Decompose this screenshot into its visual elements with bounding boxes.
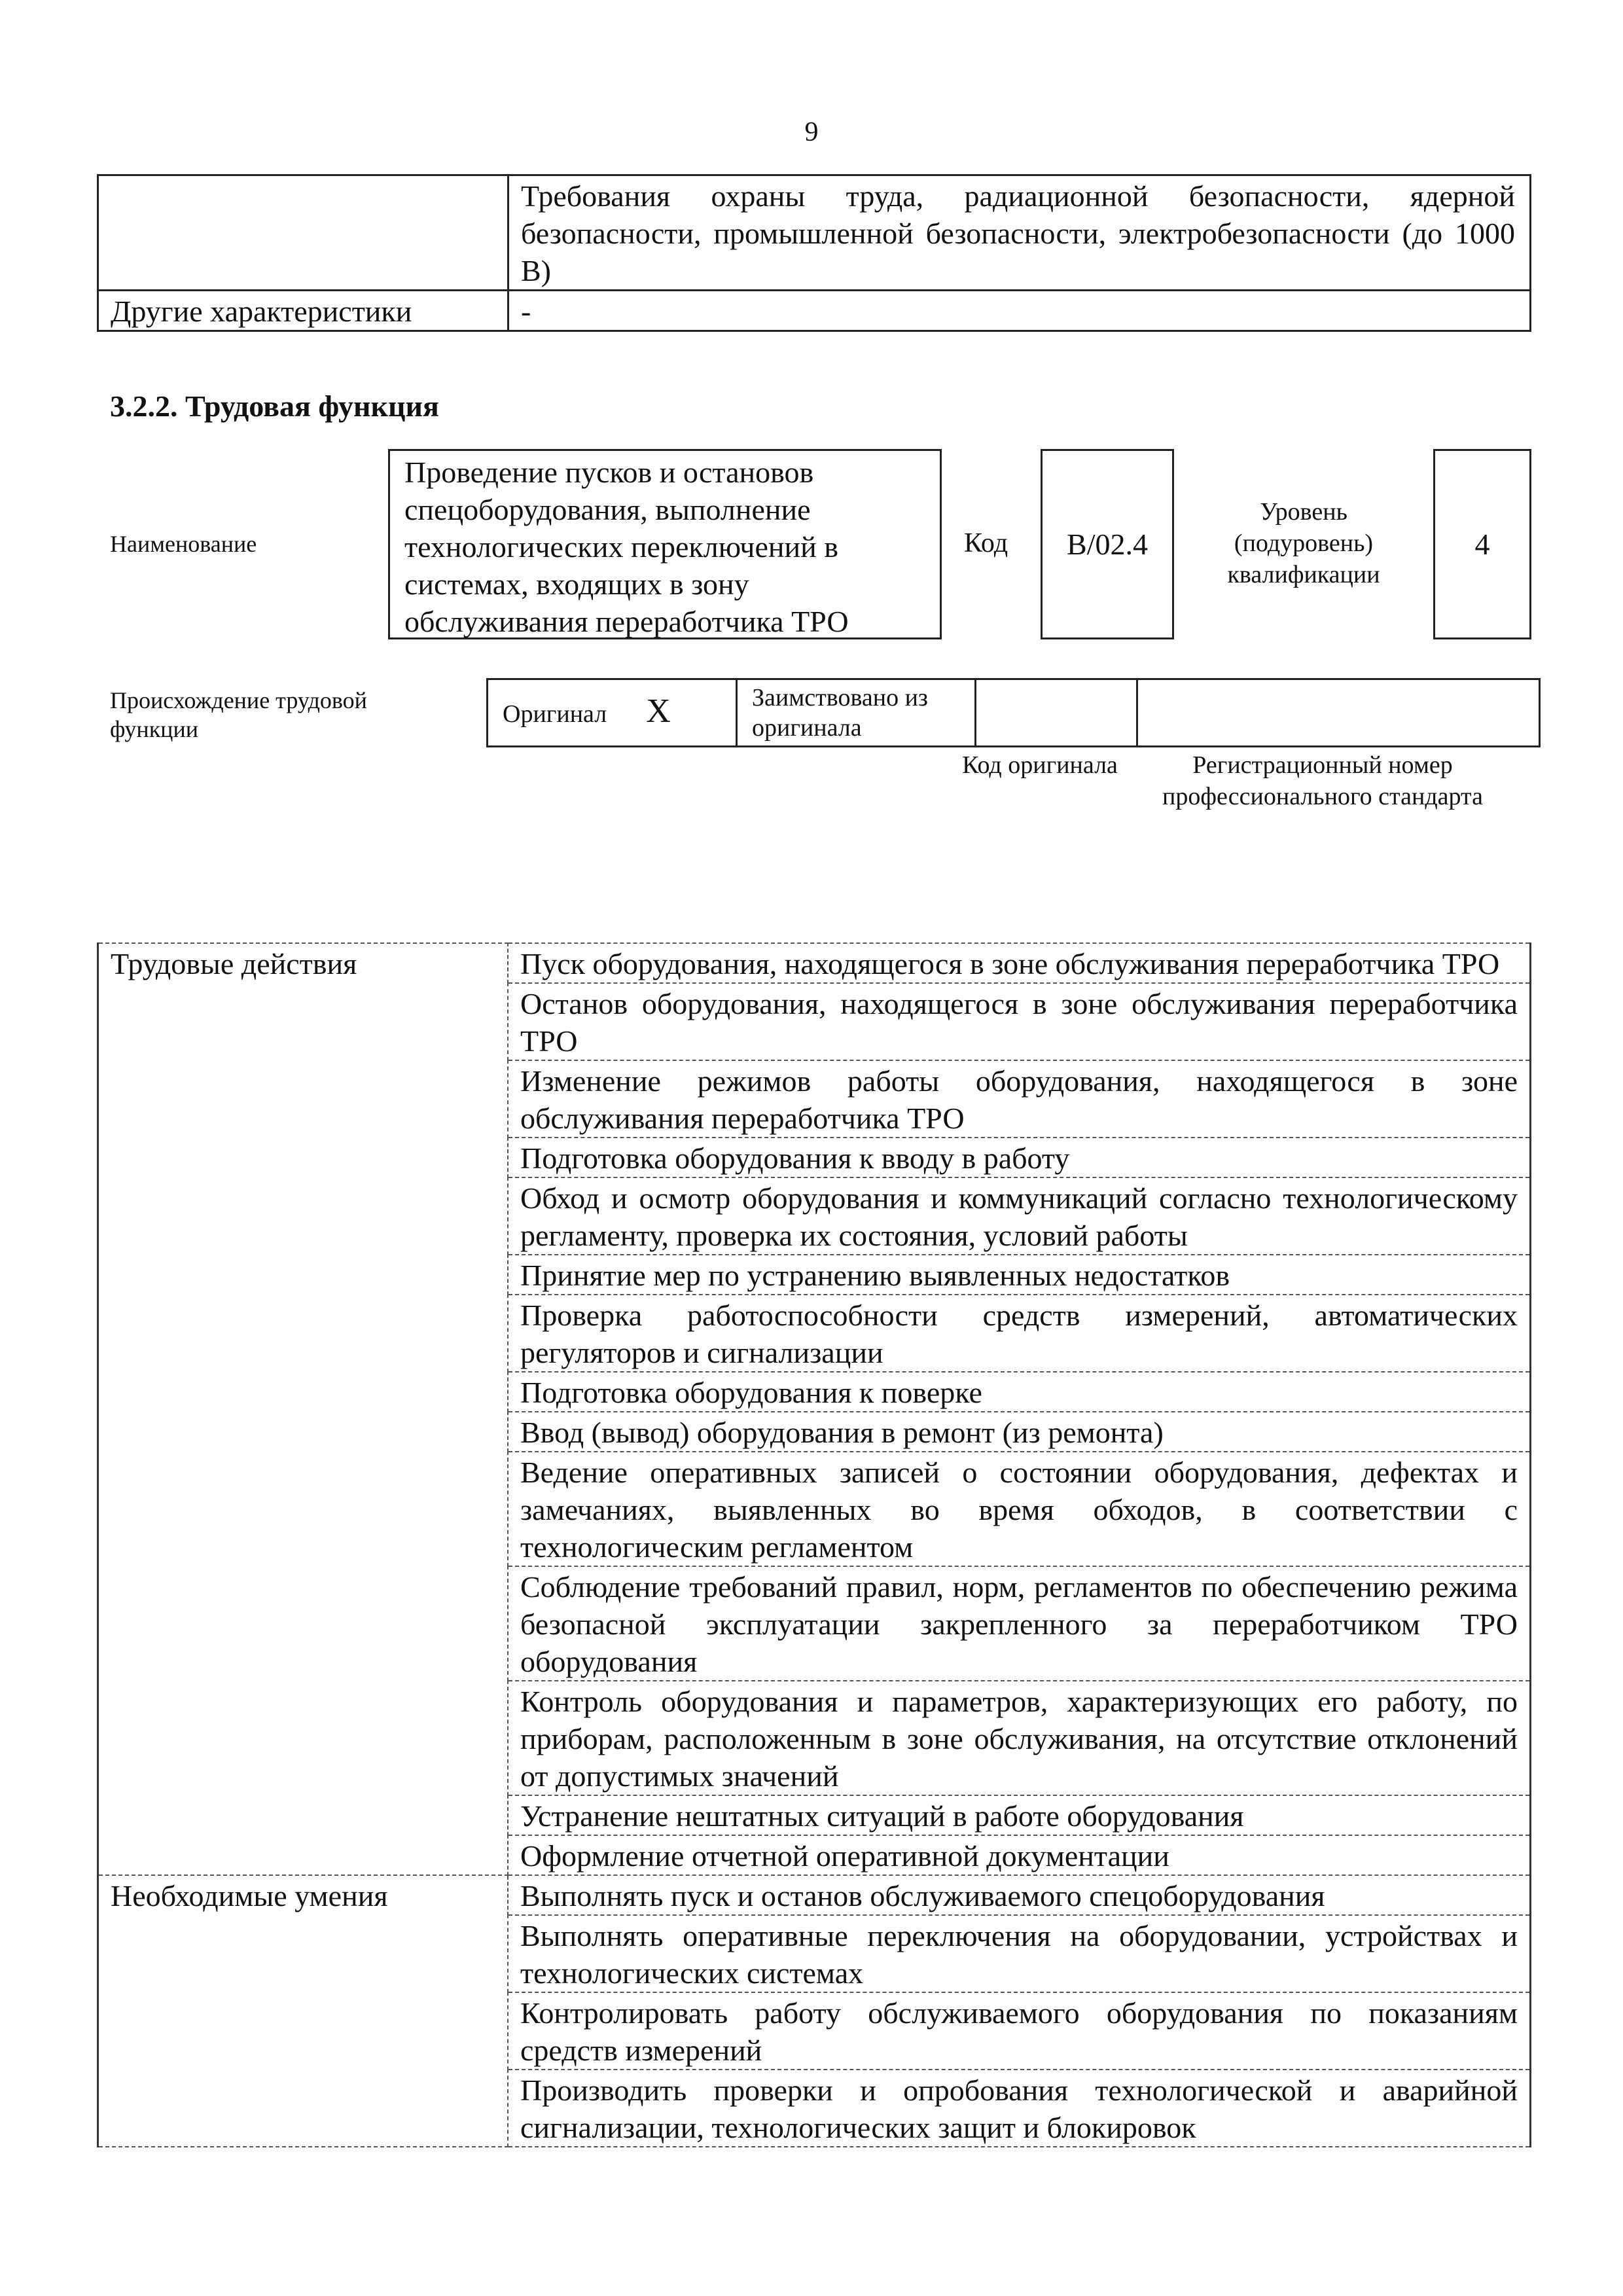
code-value: B/02.4 xyxy=(1067,528,1148,561)
table-row xyxy=(98,175,1531,291)
empty-cell xyxy=(98,175,508,291)
original-cell xyxy=(488,679,737,747)
original-code-cell xyxy=(976,679,1137,747)
qualification-level-label: Уровень (подуровень) квалификации xyxy=(1227,498,1380,588)
labor-action-item: Ведение оперативных записей о состоянии оборудования, дефектах и замечаниях, выявленных во время обходов, в соответствии с технологическим регламентом xyxy=(508,1452,1531,1566)
other-characteristics-value: - xyxy=(508,291,1531,331)
qualification-level-value: 4 xyxy=(1474,528,1490,561)
required-skill-item: Выполнять пуск и останов обслуживаемого спецоборудования xyxy=(508,1875,1531,1915)
registration-number-cell xyxy=(1137,679,1540,747)
origin-label: Происхождение трудовой функции xyxy=(110,687,367,742)
code-box xyxy=(1041,449,1174,639)
origin-table xyxy=(486,678,1541,747)
labor-action-item: Соблюдение требований правил, норм, регламентов по обеспечению режима безопасной эксплуатации закрепленного за переработчиком ТРО оборудования xyxy=(508,1566,1531,1681)
page-number: 9 xyxy=(804,117,819,147)
labor-action-item: Изменение режимов работы оборудования, находящегося в зоне обслуживания переработчика ТРО xyxy=(508,1060,1531,1138)
labor-action-label: Трудовые действия xyxy=(98,943,508,1875)
requirements-cell: Требования охраны труда, радиационной безопасности, ядерной безопасности, промышленной безопасности, электробезопасности (до 1000 В) xyxy=(508,175,1531,291)
labor-action-item: Пуск оборудования, находящегося в зоне обслуживания переработчика ТРО xyxy=(508,943,1531,983)
function-name-box: Проведение пусков и остановов спецоборудования, выполнение технологических переключений в системах, входящих в зону обслуживания переработчика ТРО xyxy=(388,449,942,639)
required-skill-item: Выполнять оперативные переключения на оборудовании, устройствах и технологических системах xyxy=(508,1915,1531,1992)
table-row xyxy=(98,943,1531,983)
labor-action-item: Проверка работоспособности средств измерений, автоматических регуляторов и сигнализации xyxy=(508,1295,1531,1372)
labor-actions-table xyxy=(97,942,1531,2147)
labor-action-item: Ввод (вывод) оборудования в ремонт (из ремонта) xyxy=(508,1412,1531,1452)
required-skill-label: Необходимые умения xyxy=(98,1875,508,2147)
characteristics-table xyxy=(97,174,1531,332)
name-label: Наименование xyxy=(110,531,257,557)
section-title: 3.2.2. Трудовая функция xyxy=(110,389,439,423)
table-row xyxy=(98,291,1531,331)
original-mark: X xyxy=(646,692,671,730)
table-row xyxy=(488,679,1540,747)
labor-action-item: Подготовка оборудования к поверке xyxy=(508,1372,1531,1412)
labor-action-item: Обход и осмотр оборудования и коммуникаций согласно технологическому регламенту, проверка их состояния, условий работы xyxy=(508,1177,1531,1255)
original-code-label: Код оригинала xyxy=(962,751,1118,779)
borrowed-label: Заимствовано из оригинала xyxy=(737,679,976,747)
table-row xyxy=(98,1875,1531,1915)
registration-number-label: Регистрационный номер профессионального стандарта xyxy=(1162,751,1483,810)
required-skill-item: Контролировать работу обслуживаемого оборудования по показаниям средств измерений xyxy=(508,1992,1531,2070)
labor-action-item: Оформление отчетной оперативной документации xyxy=(508,1835,1531,1875)
labor-action-item: Устранение нештатных ситуаций в работе оборудования xyxy=(508,1795,1531,1835)
other-characteristics-label: Другие характеристики xyxy=(98,291,508,331)
required-skill-item: Производить проверки и опробования технологической и аварийной сигнализации, технологических защит и блокировок xyxy=(508,2070,1531,2147)
original-label: Оригинал xyxy=(503,700,607,728)
labor-action-item: Останов оборудования, находящегося в зоне обслуживания переработчика ТРО xyxy=(508,983,1531,1060)
labor-action-item: Подготовка оборудования к вводу в работу xyxy=(508,1138,1531,1177)
qualification-level-box xyxy=(1433,449,1531,639)
code-label: Код xyxy=(964,528,1008,558)
labor-action-item: Контроль оборудования и параметров, характеризующих его работу, по приборам, расположенным в зоне обслуживания, на отсутствие отклонений от допустимых значений xyxy=(508,1681,1531,1795)
labor-action-item: Принятие мер по устранению выявленных недостатков xyxy=(508,1255,1531,1295)
